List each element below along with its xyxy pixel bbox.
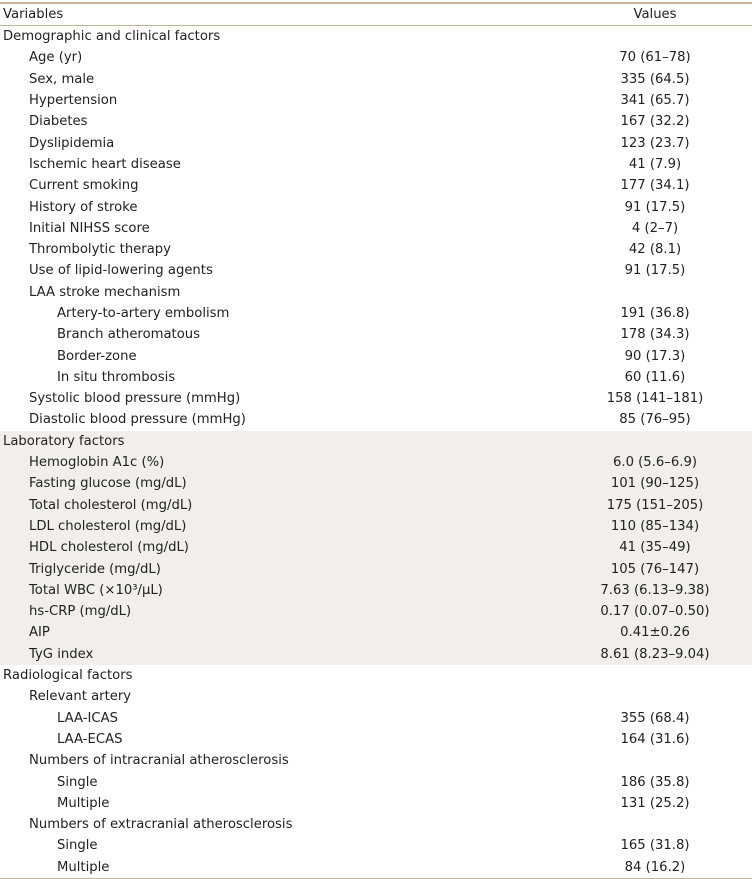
row-label: LAA-ICAS <box>57 710 119 726</box>
row-value: 91 (17.5) <box>624 199 686 215</box>
table-row <box>0 69 752 90</box>
row-label: Laboratory factors <box>3 433 125 449</box>
row-label: hs-CRP (mg/dL) <box>29 604 132 620</box>
header-variables: Variables <box>3 7 64 22</box>
row-value: 110 (85–134) <box>610 518 700 534</box>
table-row <box>0 537 752 558</box>
row-value: 7.63 (6.13–9.38) <box>600 582 710 598</box>
table-row <box>0 516 752 537</box>
table-row <box>0 622 752 643</box>
row-value: 85 (76–95) <box>619 412 691 428</box>
row-value: 60 (11.6) <box>624 369 686 385</box>
table-row <box>0 771 752 792</box>
row-label: Total cholesterol (mg/dL) <box>29 497 193 513</box>
row-value: 6.0 (5.6–6.9) <box>613 455 697 471</box>
row-value: 90 (17.3) <box>624 348 686 364</box>
row-label: Fasting glucose (mg/dL) <box>29 476 187 492</box>
row-label: AIP <box>29 625 50 641</box>
table-row <box>0 708 752 729</box>
row-label: Diastolic blood pressure (mmHg) <box>29 412 246 428</box>
table-row <box>0 409 752 430</box>
row-label: Sex, male <box>29 71 95 87</box>
table-row <box>0 835 752 856</box>
row-label: Multiple <box>57 795 110 811</box>
table-row <box>0 367 752 388</box>
header-values: Values <box>633 7 677 22</box>
row-value: 335 (64.5) <box>620 71 690 87</box>
table-row <box>0 239 752 260</box>
row-label: Single <box>57 838 98 854</box>
row-label: Single <box>57 774 98 790</box>
row-label: Border-zone <box>57 348 137 364</box>
row-value: 8.61 (8.23–9.04) <box>600 646 710 662</box>
table-row <box>0 473 752 494</box>
table-row <box>0 111 752 132</box>
row-value: 41 (35–49) <box>619 540 691 556</box>
row-value: 131 (25.2) <box>620 795 690 811</box>
table-row <box>0 495 752 516</box>
row-label: Triglyceride (mg/dL) <box>29 561 161 577</box>
row-label: History of stroke <box>29 199 138 215</box>
row-label: Numbers of extracranial atherosclerosis <box>29 817 293 833</box>
row-label: HDL cholesterol (mg/dL) <box>29 540 189 556</box>
row-value: 0.17 (0.07–0.50) <box>600 604 710 620</box>
table-row <box>0 601 752 622</box>
row-value: 4 (2–7) <box>631 220 679 236</box>
row-label: Radiological factors <box>3 668 133 684</box>
table-row <box>0 90 752 111</box>
row-value: 123 (23.7) <box>620 135 690 151</box>
row-label: Use of lipid-lowering agents <box>29 263 213 279</box>
table-row <box>0 175 752 196</box>
table-row <box>0 303 752 324</box>
row-label: Artery-to-artery embolism <box>57 306 230 321</box>
table-body <box>0 26 752 879</box>
row-value: 84 (16.2) <box>624 859 686 875</box>
table-row <box>0 686 752 707</box>
row-label: Initial NIHSS score <box>29 220 150 236</box>
row-label: Branch atheromatous <box>57 327 201 343</box>
row-value: 341 (65.7) <box>620 93 690 109</box>
row-label: Total WBC (×10³/μL) <box>29 582 163 598</box>
row-label: LAA stroke mechanism <box>29 284 181 300</box>
row-label: Thrombolytic therapy <box>29 242 171 258</box>
row-value: 41 (7.9) <box>628 156 682 172</box>
row-value: 177 (34.1) <box>620 178 690 194</box>
row-value: 186 (35.8) <box>620 774 690 790</box>
table-row <box>0 644 752 665</box>
row-label: Relevant artery <box>29 689 132 705</box>
table-row <box>0 857 752 879</box>
section-header-row <box>0 26 752 47</box>
table-row <box>0 388 752 409</box>
row-value: 191 (36.8) <box>620 306 690 321</box>
row-value: 42 (8.1) <box>628 242 682 258</box>
characteristics-table <box>0 2 752 879</box>
row-label: Multiple <box>57 859 110 875</box>
table-row <box>0 814 752 835</box>
row-label: Numbers of intracranial atherosclerosis <box>29 753 289 769</box>
table-row <box>0 260 752 281</box>
row-label: Diabetes <box>29 114 88 130</box>
row-value: 91 (17.5) <box>624 263 686 279</box>
row-label: LDL cholesterol (mg/dL) <box>29 518 187 534</box>
table-row <box>0 282 752 303</box>
table-row <box>0 132 752 153</box>
row-value: 167 (32.2) <box>620 114 690 130</box>
row-value: 158 (141–181) <box>606 391 704 407</box>
row-value: 70 (61–78) <box>619 50 691 66</box>
row-value: 101 (90–125) <box>610 476 700 492</box>
table-row <box>0 750 752 771</box>
table-row <box>0 345 752 366</box>
table-row <box>0 154 752 175</box>
row-label: Demographic and clinical factors <box>3 29 221 45</box>
row-value: 164 (31.6) <box>620 731 690 747</box>
row-value: 105 (76–147) <box>610 561 700 577</box>
table-row <box>0 580 752 601</box>
table-row <box>0 729 752 750</box>
row-label: Hypertension <box>29 93 118 109</box>
row-label: LAA-ECAS <box>57 731 123 747</box>
row-value: 355 (68.4) <box>620 710 690 726</box>
row-label: Hemoglobin A1c (%) <box>29 455 165 471</box>
table-row <box>0 196 752 217</box>
table-row <box>0 218 752 239</box>
section-header-row <box>0 431 752 452</box>
row-label: Age (yr) <box>29 50 83 66</box>
table-header <box>0 2 752 26</box>
table-row <box>0 558 752 579</box>
table-row <box>0 324 752 345</box>
row-label: Current smoking <box>29 178 139 194</box>
section-header-row <box>0 665 752 686</box>
row-value: 175 (151–205) <box>606 497 704 513</box>
table-row <box>0 793 752 814</box>
row-label: Ischemic heart disease <box>29 156 181 172</box>
row-label: TyG index <box>29 646 94 662</box>
row-label: In situ thrombosis <box>57 369 176 385</box>
row-label: Systolic blood pressure (mmHg) <box>29 391 241 407</box>
row-value: 178 (34.3) <box>620 327 690 343</box>
table-row <box>0 452 752 473</box>
row-value: 0.41±0.26 <box>620 625 690 641</box>
table-row <box>0 47 752 68</box>
row-value: 165 (31.8) <box>620 838 690 854</box>
row-label: Dyslipidemia <box>29 135 115 151</box>
